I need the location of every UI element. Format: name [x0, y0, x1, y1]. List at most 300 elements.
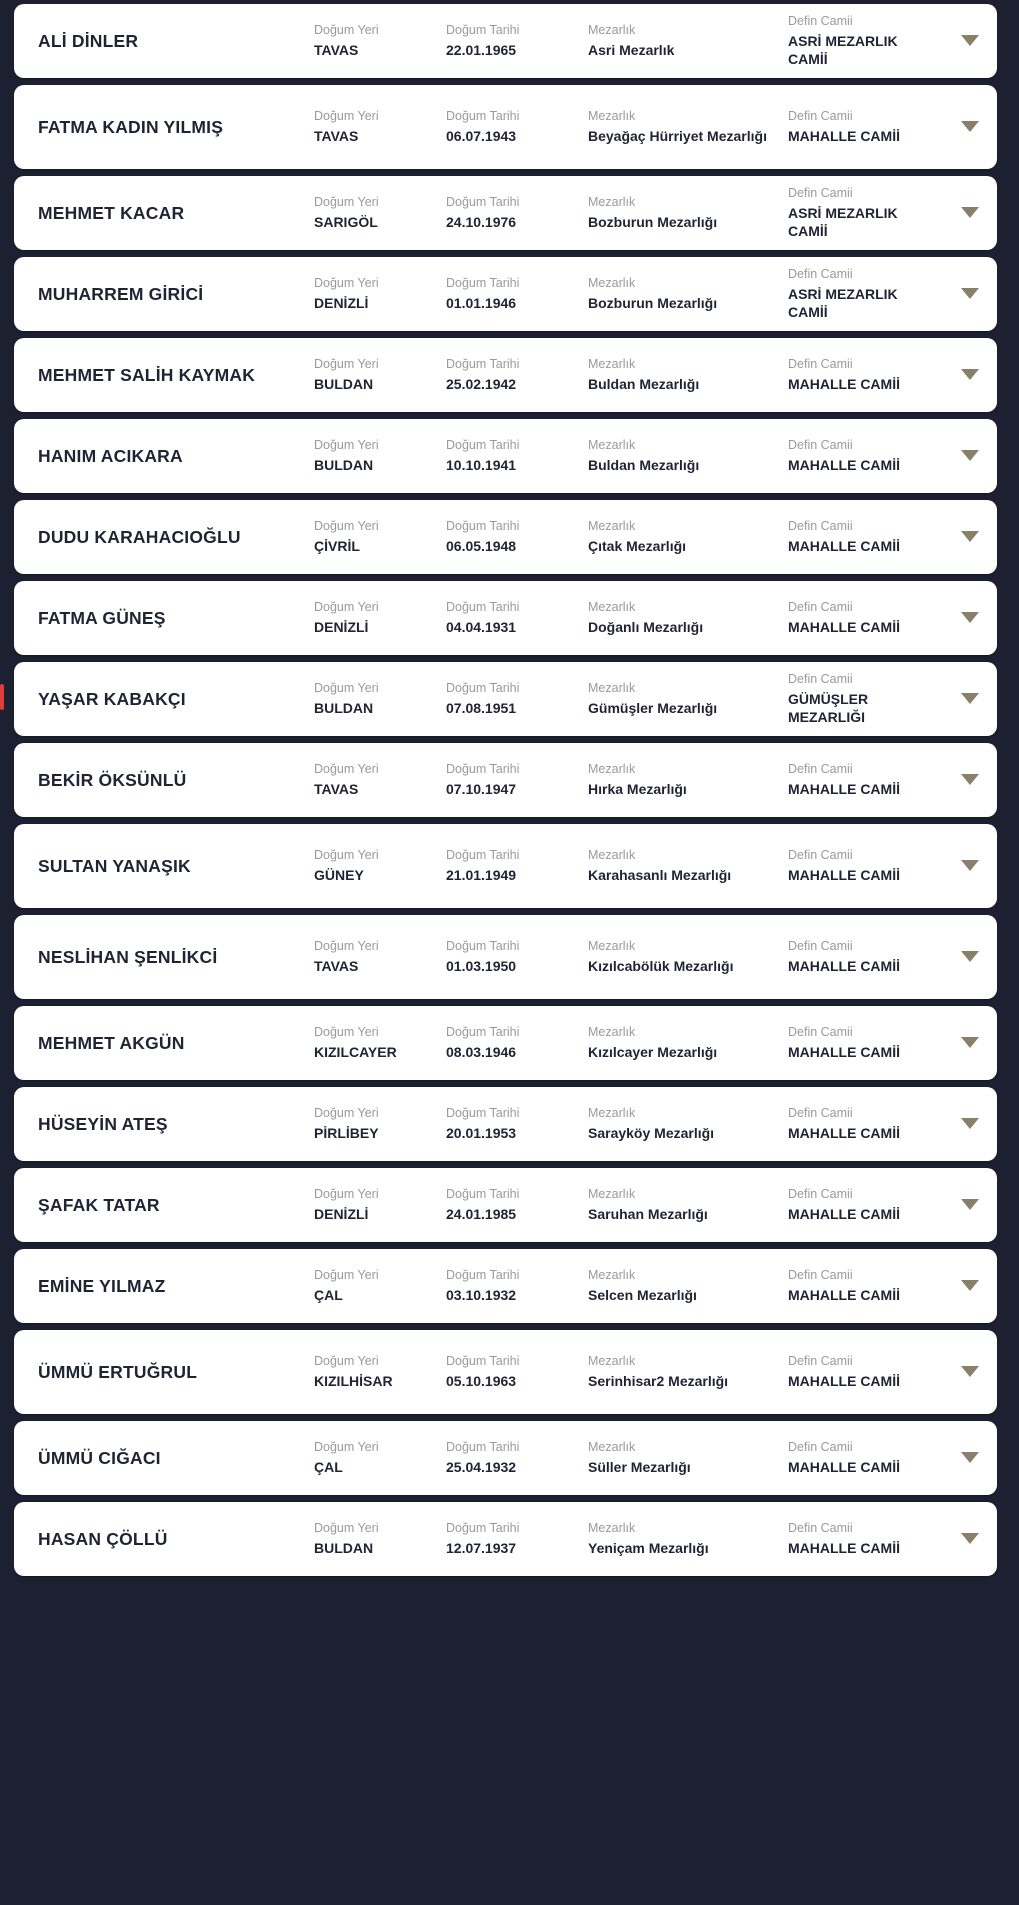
- birthdate-value: 08.03.1946: [446, 1043, 517, 1060]
- cemetery-label: Mezarlık: [588, 1353, 636, 1368]
- birthdate-label: Doğum Tarihi: [446, 761, 520, 776]
- birthdate-value: 22.01.1965: [446, 41, 517, 58]
- table-row[interactable]: [14, 1249, 997, 1323]
- birthdate-label: Doğum Tarihi: [446, 938, 520, 953]
- cemetery-label: Mezarlık: [588, 437, 636, 452]
- birthdate-label: Doğum Tarihi: [446, 275, 520, 290]
- expand-row-button[interactable]: [951, 288, 997, 300]
- deceased-name: BEKİR ÖKSÜNLÜ: [38, 769, 187, 790]
- mosque-label: Defin Camii: [788, 1520, 853, 1535]
- birthplace-field: [314, 195, 446, 232]
- expand-row-button[interactable]: [951, 1280, 997, 1292]
- cemetery-field: [588, 762, 788, 799]
- chevron-down-icon: [961, 531, 979, 543]
- birthplace-label: Doğum Yeri: [314, 938, 379, 953]
- cemetery-field: [588, 1106, 788, 1143]
- cemetery-value: Kızılcabölük Mezarlığı: [588, 957, 734, 974]
- deceased-name: DUDU KARAHACIOĞLU: [38, 526, 241, 547]
- birthplace-label: Doğum Yeri: [314, 518, 379, 533]
- cemetery-value: Saruhan Mezarlığı: [588, 1205, 708, 1222]
- row-marker: [0, 684, 4, 710]
- birthdate-value: 01.01.1946: [446, 294, 517, 311]
- cemetery-field: [588, 1440, 788, 1477]
- birthdate-value: 12.07.1937: [446, 1539, 517, 1556]
- birthdate-field: [446, 762, 588, 799]
- chevron-down-icon: [961, 951, 979, 963]
- birthplace-value: SARIGÖL: [314, 213, 378, 230]
- birthplace-value: BULDAN: [314, 375, 374, 392]
- birthdate-field: [446, 519, 588, 556]
- expand-row-button[interactable]: [951, 1037, 997, 1049]
- birthplace-label: Doğum Yeri: [314, 1105, 379, 1120]
- deceased-name: FATMA KADIN YILMIŞ: [38, 116, 224, 137]
- chevron-down-icon: [961, 207, 979, 219]
- birthplace-field: [314, 1440, 446, 1477]
- cemetery-value: Asri Mezarlık: [588, 41, 675, 58]
- cemetery-value: Çıtak Mezarlığı: [588, 537, 687, 554]
- mosque-value: MAHALLE CAMİİ: [788, 456, 900, 473]
- cemetery-value: Selcen Mezarlığı: [588, 1286, 697, 1303]
- birthdate-value: 06.05.1948: [446, 537, 517, 554]
- mosque-label: Defin Camii: [788, 1267, 853, 1282]
- mosque-label: Defin Camii: [788, 1186, 853, 1201]
- mosque-label: Defin Camii: [788, 186, 853, 200]
- birthplace-value: KIZILHİSAR: [314, 1372, 393, 1389]
- birthdate-field: [446, 438, 588, 475]
- mosque-value: MAHALLE CAMİİ: [788, 375, 900, 392]
- cemetery-field: [588, 1187, 788, 1224]
- cemetery-value: Süller Mezarlığı: [588, 1458, 691, 1475]
- deceased-name: HASAN ÇÖLLÜ: [38, 1528, 168, 1549]
- cemetery-value: Doğanlı Mezarlığı: [588, 618, 704, 635]
- table-row[interactable]: [14, 1502, 997, 1576]
- mosque-value: GÜMÜŞLER MEZARLIĞI: [788, 691, 869, 725]
- mosque-field: [788, 14, 951, 68]
- mosque-label: Defin Camii: [788, 108, 853, 123]
- birthdate-label: Doğum Tarihi: [446, 1024, 520, 1039]
- birthplace-field: [314, 1354, 446, 1391]
- mosque-label: Defin Camii: [788, 672, 853, 686]
- expand-row-button[interactable]: [951, 612, 997, 624]
- expand-row-button[interactable]: [951, 450, 997, 462]
- chevron-down-icon: [961, 1118, 979, 1130]
- mosque-value: MAHALLE CAMİİ: [788, 1372, 900, 1389]
- mosque-value: MAHALLE CAMİİ: [788, 618, 900, 635]
- mosque-field: [788, 762, 951, 799]
- birthplace-value: ÇAL: [314, 1286, 343, 1303]
- birthplace-field: [314, 600, 446, 637]
- birthdate-field: [446, 681, 588, 718]
- cemetery-value: Hırka Mezarlığı: [588, 780, 687, 797]
- mosque-field: [788, 672, 951, 726]
- mosque-label: Defin Camii: [788, 847, 853, 862]
- cemetery-field: [588, 1354, 788, 1391]
- mosque-label: Defin Camii: [788, 14, 853, 28]
- cemetery-field: [588, 600, 788, 637]
- cemetery-field: [588, 1521, 788, 1558]
- table-row[interactable]: [14, 1330, 997, 1414]
- cemetery-label: Mezarlık: [588, 1439, 636, 1454]
- birthdate-label: Doğum Tarihi: [446, 847, 520, 862]
- table-row[interactable]: [14, 1421, 997, 1495]
- birthplace-value: TAVAS: [314, 957, 359, 974]
- expand-row-button[interactable]: [951, 35, 997, 47]
- chevron-down-icon: [961, 1280, 979, 1292]
- cemetery-label: Mezarlık: [588, 1105, 636, 1120]
- cemetery-label: Mezarlık: [588, 680, 636, 695]
- deceased-name: MEHMET KACAR: [38, 202, 185, 223]
- cemetery-label: Mezarlık: [588, 938, 636, 953]
- birthplace-value: ÇAL: [314, 1458, 343, 1475]
- mosque-label: Defin Camii: [788, 518, 853, 533]
- birthdate-label: Doğum Tarihi: [446, 518, 520, 533]
- birthdate-label: Doğum Tarihi: [446, 108, 520, 123]
- cemetery-label: Mezarlık: [588, 22, 636, 37]
- mosque-label: Defin Camii: [788, 599, 853, 614]
- cemetery-field: [588, 1025, 788, 1062]
- mosque-field: [788, 1106, 951, 1143]
- chevron-down-icon: [961, 35, 979, 47]
- chevron-down-icon: [961, 693, 979, 705]
- mosque-label: Defin Camii: [788, 356, 853, 371]
- mosque-field: [788, 267, 951, 321]
- birthdate-value: 05.10.1963: [446, 1372, 517, 1389]
- birthdate-field: [446, 1521, 588, 1558]
- birthdate-value: 24.01.1985: [446, 1205, 517, 1222]
- birthplace-label: Doğum Yeri: [314, 1267, 379, 1282]
- birthdate-value: 21.01.1949: [446, 866, 517, 883]
- chevron-down-icon: [961, 1533, 979, 1545]
- birthplace-value: DENİZLİ: [314, 1205, 369, 1222]
- birthdate-field: [446, 848, 588, 885]
- cemetery-field: [588, 438, 788, 475]
- mosque-field: [788, 1354, 951, 1391]
- birthdate-value: 25.02.1942: [446, 375, 517, 392]
- cemetery-label: Mezarlık: [588, 108, 636, 123]
- birthdate-label: Doğum Tarihi: [446, 680, 520, 695]
- table-row[interactable]: [14, 419, 997, 493]
- table-row[interactable]: [14, 1087, 997, 1161]
- cemetery-field: [588, 939, 788, 976]
- table-row[interactable]: [14, 500, 997, 574]
- birthdate-field: [446, 1440, 588, 1477]
- deceased-name: SULTAN YANAŞIK: [38, 855, 191, 876]
- mosque-value: MAHALLE CAMİİ: [788, 780, 900, 797]
- mosque-value: MAHALLE CAMİİ: [788, 1205, 900, 1222]
- mosque-value: MAHALLE CAMİİ: [788, 1458, 900, 1475]
- birthdate-label: Doğum Tarihi: [446, 1186, 520, 1201]
- birthplace-value: BULDAN: [314, 456, 374, 473]
- birthdate-label: Doğum Tarihi: [446, 599, 520, 614]
- expand-row-button[interactable]: [951, 1452, 997, 1464]
- birthplace-value: DENİZLİ: [314, 618, 369, 635]
- birthplace-field: [314, 1268, 446, 1305]
- birthplace-field: [314, 939, 446, 976]
- table-row[interactable]: [14, 581, 997, 655]
- birthplace-field: [314, 1025, 446, 1062]
- birthplace-value: BULDAN: [314, 1539, 374, 1556]
- birthdate-label: Doğum Tarihi: [446, 437, 520, 452]
- cemetery-label: Mezarlık: [588, 518, 636, 533]
- birthdate-field: [446, 600, 588, 637]
- birthdate-value: 01.03.1950: [446, 957, 517, 974]
- birthplace-label: Doğum Yeri: [314, 1353, 379, 1368]
- deceased-name: ÜMMÜ CIĞACI: [38, 1447, 161, 1468]
- mosque-field: [788, 600, 951, 637]
- deceased-name: MUHARREM GİRİCİ: [38, 283, 204, 304]
- birthdate-field: [446, 23, 588, 60]
- table-row[interactable]: [14, 1168, 997, 1242]
- mosque-label: Defin Camii: [788, 761, 853, 776]
- birthdate-value: 10.10.1941: [446, 456, 517, 473]
- deceased-name: YAŞAR KABAKÇI: [38, 688, 186, 709]
- mosque-field: [788, 438, 951, 475]
- birthplace-value: DENİZLİ: [314, 294, 369, 311]
- birthplace-label: Doğum Yeri: [314, 194, 379, 209]
- deceased-name: MEHMET SALİH KAYMAK: [38, 364, 256, 385]
- mosque-label: Defin Camii: [788, 1024, 853, 1039]
- cemetery-value: Karahasanlı Mezarlığı: [588, 866, 732, 883]
- birthplace-label: Doğum Yeri: [314, 761, 379, 776]
- deceased-name: EMİNE YILMAZ: [38, 1275, 166, 1296]
- table-row[interactable]: [14, 1006, 997, 1080]
- birthplace-label: Doğum Yeri: [314, 22, 379, 37]
- birthplace-field: [314, 357, 446, 394]
- cemetery-value: Beyağaç Hürriyet Mezarlığı: [588, 127, 767, 144]
- birthplace-value: ÇİVRİL: [314, 537, 360, 554]
- birthplace-label: Doğum Yeri: [314, 1439, 379, 1454]
- expand-row-button[interactable]: [951, 121, 997, 133]
- cemetery-value: Kızılcayer Mezarlığı: [588, 1043, 718, 1060]
- cemetery-label: Mezarlık: [588, 275, 636, 290]
- birthplace-field: [314, 681, 446, 718]
- birthdate-label: Doğum Tarihi: [446, 1267, 520, 1282]
- mosque-value: MAHALLE CAMİİ: [788, 1043, 900, 1060]
- cemetery-value: Yeniçam Mezarlığı: [588, 1539, 709, 1556]
- table-row[interactable]: [14, 743, 997, 817]
- birthplace-label: Doğum Yeri: [314, 437, 379, 452]
- mosque-label: Defin Camii: [788, 1439, 853, 1454]
- mosque-value: ASRİ MEZARLIK CAMİİ: [788, 286, 898, 320]
- mosque-label: Defin Camii: [788, 1105, 853, 1120]
- cemetery-label: Mezarlık: [588, 599, 636, 614]
- expand-row-button[interactable]: [951, 531, 997, 543]
- chevron-down-icon: [961, 288, 979, 300]
- mosque-field: [788, 109, 951, 146]
- chevron-down-icon: [961, 860, 979, 872]
- expand-row-button[interactable]: [951, 693, 997, 705]
- birthdate-value: 20.01.1953: [446, 1124, 517, 1141]
- birthplace-label: Doğum Yeri: [314, 847, 379, 862]
- birthdate-value: 07.10.1947: [446, 780, 517, 797]
- birthdate-value: 07.08.1951: [446, 699, 517, 716]
- birthplace-value: BULDAN: [314, 699, 374, 716]
- birthplace-field: [314, 1187, 446, 1224]
- cemetery-label: Mezarlık: [588, 1024, 636, 1039]
- birthdate-field: [446, 109, 588, 146]
- birthdate-label: Doğum Tarihi: [446, 1520, 520, 1535]
- cemetery-field: [588, 357, 788, 394]
- mosque-field: [788, 1521, 951, 1558]
- chevron-down-icon: [961, 1366, 979, 1378]
- expand-row-button[interactable]: [951, 1118, 997, 1130]
- birthdate-value: 25.04.1932: [446, 1458, 517, 1475]
- cemetery-value: Buldan Mezarlığı: [588, 375, 700, 392]
- expand-row-button[interactable]: [951, 774, 997, 786]
- deceased-name: HÜSEYİN ATEŞ: [38, 1113, 168, 1134]
- birthdate-value: 03.10.1932: [446, 1286, 517, 1303]
- deceased-name: FATMA GÜNEŞ: [38, 607, 166, 628]
- birthdate-field: [446, 939, 588, 976]
- mosque-field: [788, 939, 951, 976]
- cemetery-field: [588, 848, 788, 885]
- table-row[interactable]: [14, 176, 997, 250]
- deceased-name: ŞAFAK TATAR: [38, 1194, 160, 1215]
- deceased-name: ALİ DİNLER: [38, 30, 139, 51]
- deceased-name: HANIM ACIKARA: [38, 445, 183, 466]
- expand-row-button[interactable]: [951, 1533, 997, 1545]
- birthdate-field: [446, 1354, 588, 1391]
- birthplace-field: [314, 23, 446, 60]
- mosque-label: Defin Camii: [788, 267, 853, 281]
- birthplace-label: Doğum Yeri: [314, 275, 379, 290]
- birthdate-field: [446, 1106, 588, 1143]
- table-row[interactable]: [14, 4, 997, 78]
- birthplace-value: TAVAS: [314, 41, 359, 58]
- birthplace-value: TAVAS: [314, 780, 359, 797]
- cemetery-value: Bozburun Mezarlığı: [588, 213, 718, 230]
- birthplace-field: [314, 109, 446, 146]
- cemetery-label: Mezarlık: [588, 194, 636, 209]
- mosque-label: Defin Camii: [788, 938, 853, 953]
- deceased-name: ÜMMÜ ERTUĞRUL: [38, 1361, 198, 1382]
- mosque-field: [788, 1025, 951, 1062]
- cemetery-label: Mezarlık: [588, 1520, 636, 1535]
- birthplace-label: Doğum Yeri: [314, 1186, 379, 1201]
- birthplace-field: [314, 762, 446, 799]
- birthdate-label: Doğum Tarihi: [446, 194, 520, 209]
- cemetery-field: [588, 195, 788, 232]
- birthplace-label: Doğum Yeri: [314, 680, 379, 695]
- table-row[interactable]: [14, 85, 997, 169]
- mosque-field: [788, 186, 951, 240]
- expand-row-button[interactable]: [951, 207, 997, 219]
- mosque-label: Defin Camii: [788, 437, 853, 452]
- expand-row-button[interactable]: [951, 951, 997, 963]
- birthdate-label: Doğum Tarihi: [446, 1353, 520, 1368]
- table-row[interactable]: [14, 662, 997, 736]
- birthplace-field: [314, 1521, 446, 1558]
- birthplace-label: Doğum Yeri: [314, 356, 379, 371]
- mosque-value: ASRİ MEZARLIK CAMİİ: [788, 33, 898, 67]
- mosque-value: MAHALLE CAMİİ: [788, 537, 900, 554]
- cemetery-label: Mezarlık: [588, 1267, 636, 1282]
- birthplace-field: [314, 519, 446, 556]
- mosque-value: MAHALLE CAMİİ: [788, 957, 900, 974]
- chevron-down-icon: [961, 774, 979, 786]
- table-row[interactable]: [14, 338, 997, 412]
- mosque-value: ASRİ MEZARLIK CAMİİ: [788, 205, 898, 239]
- cemetery-field: [588, 276, 788, 313]
- cemetery-field: [588, 109, 788, 146]
- birthplace-field: [314, 438, 446, 475]
- chevron-down-icon: [961, 1037, 979, 1049]
- mosque-field: [788, 357, 951, 394]
- table-row[interactable]: [14, 915, 997, 999]
- birthdate-field: [446, 1187, 588, 1224]
- birthplace-value: GÜNEY: [314, 866, 364, 883]
- cemetery-value: Serinhisar2 Mezarlığı: [588, 1372, 729, 1389]
- birthdate-value: 04.04.1931: [446, 618, 517, 635]
- birthplace-field: [314, 276, 446, 313]
- expand-row-button[interactable]: [951, 1366, 997, 1378]
- cemetery-label: Mezarlık: [588, 1186, 636, 1201]
- birthdate-field: [446, 1268, 588, 1305]
- birthplace-label: Doğum Yeri: [314, 108, 379, 123]
- birthplace-label: Doğum Yeri: [314, 1024, 379, 1039]
- cemetery-field: [588, 1268, 788, 1305]
- birthplace-label: Doğum Yeri: [314, 1520, 379, 1535]
- cemetery-value: Gümüşler Mezarlığı: [588, 699, 718, 716]
- mosque-value: MAHALLE CAMİİ: [788, 866, 900, 883]
- table-row[interactable]: [14, 824, 997, 908]
- mosque-value: MAHALLE CAMİİ: [788, 127, 900, 144]
- cemetery-field: [588, 681, 788, 718]
- birthplace-label: Doğum Yeri: [314, 599, 379, 614]
- cemetery-value: Buldan Mezarlığı: [588, 456, 700, 473]
- birthplace-value: TAVAS: [314, 127, 359, 144]
- birthdate-label: Doğum Tarihi: [446, 1439, 520, 1454]
- birthdate-field: [446, 195, 588, 232]
- birthplace-field: [314, 1106, 446, 1143]
- mosque-label: Defin Camii: [788, 1353, 853, 1368]
- mosque-field: [788, 519, 951, 556]
- birthplace-field: [314, 848, 446, 885]
- birthplace-value: PİRLİBEY: [314, 1124, 379, 1141]
- expand-row-button[interactable]: [951, 860, 997, 872]
- mosque-field: [788, 1187, 951, 1224]
- cemetery-value: Sarayköy Mezarlığı: [588, 1124, 715, 1141]
- mosque-field: [788, 848, 951, 885]
- deceased-name: NESLİHAN ŞENLİKCİ: [38, 946, 218, 967]
- birthdate-label: Doğum Tarihi: [446, 356, 520, 371]
- chevron-down-icon: [961, 1452, 979, 1464]
- cemetery-field: [588, 23, 788, 60]
- mosque-value: MAHALLE CAMİİ: [788, 1286, 900, 1303]
- mosque-value: MAHALLE CAMİİ: [788, 1124, 900, 1141]
- mosque-value: MAHALLE CAMİİ: [788, 1539, 900, 1556]
- birthplace-value: KIZILCAYER: [314, 1043, 397, 1060]
- cemetery-field: [588, 519, 788, 556]
- table-row[interactable]: [14, 257, 997, 331]
- birthdate-field: [446, 1025, 588, 1062]
- chevron-down-icon: [961, 121, 979, 133]
- mosque-field: [788, 1440, 951, 1477]
- birthdate-field: [446, 357, 588, 394]
- cemetery-label: Mezarlık: [588, 761, 636, 776]
- birthdate-label: Doğum Tarihi: [446, 1105, 520, 1120]
- chevron-down-icon: [961, 1199, 979, 1211]
- cemetery-label: Mezarlık: [588, 356, 636, 371]
- birthdate-field: [446, 276, 588, 313]
- chevron-down-icon: [961, 450, 979, 462]
- mosque-field: [788, 1268, 951, 1305]
- birthdate-value: 06.07.1943: [446, 127, 517, 144]
- expand-row-button[interactable]: [951, 369, 997, 381]
- expand-row-button[interactable]: [951, 1199, 997, 1211]
- chevron-down-icon: [961, 612, 979, 624]
- cemetery-value: Bozburun Mezarlığı: [588, 294, 718, 311]
